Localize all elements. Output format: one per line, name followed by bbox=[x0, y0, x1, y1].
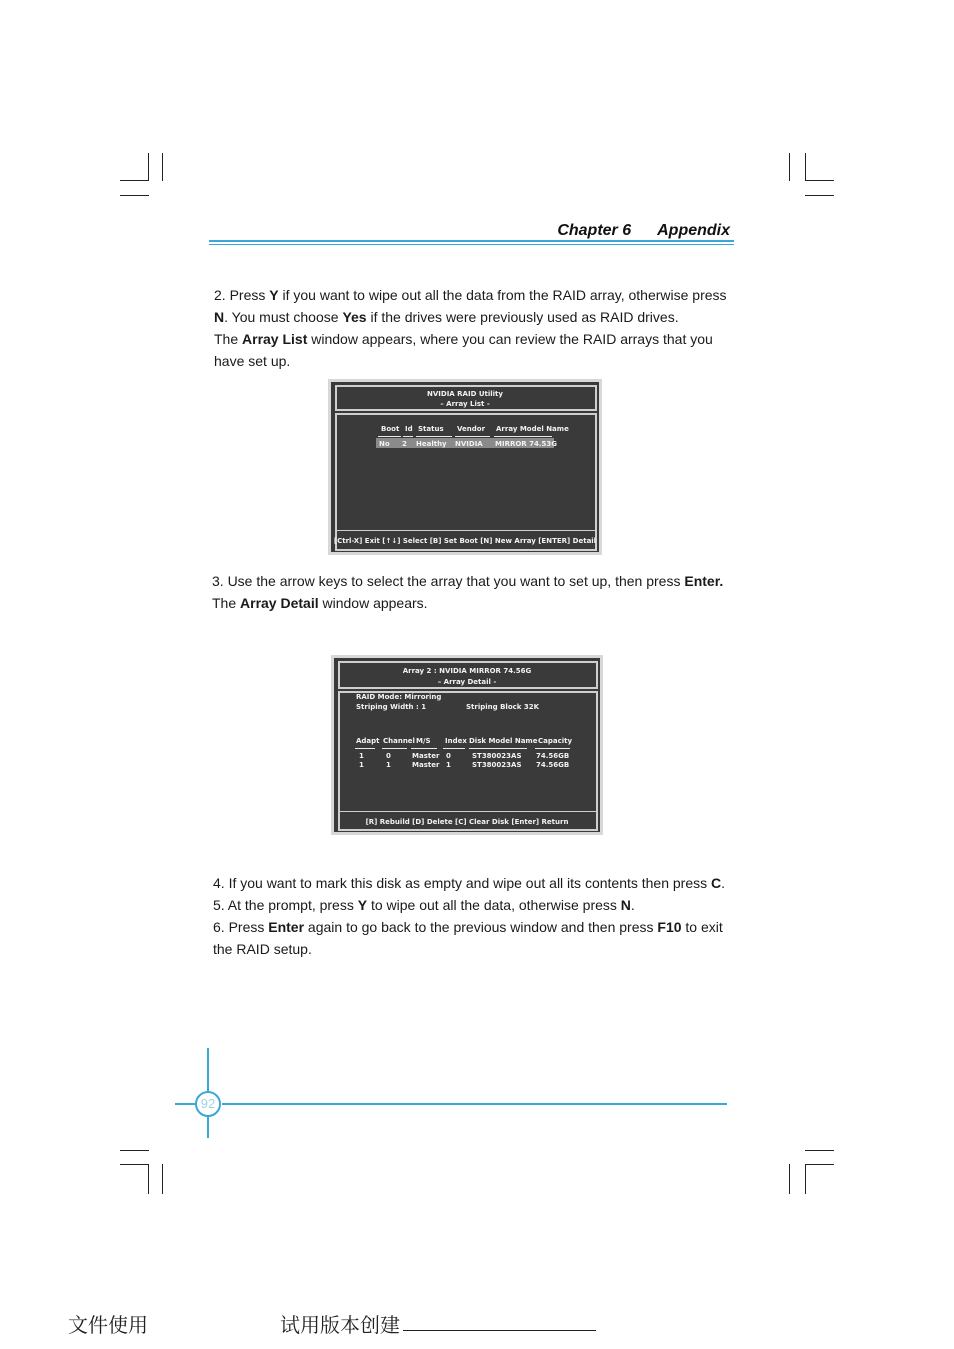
page-number: 92 bbox=[195, 1091, 221, 1117]
header-rule bbox=[209, 240, 734, 242]
cell-array-model-name: MIRROR 74.53G bbox=[495, 440, 558, 448]
header-underline bbox=[535, 748, 570, 749]
step-2-paragraph: 2. Press Y if you want to wipe out all the data from the RAID array, otherwise press N. You must choose Yes if the drives were previously used as RAID drives. The Array List window appears, where you can review the RAID arrays that you have set up. bbox=[214, 287, 727, 369]
screen-title: NVIDIA RAID Utility bbox=[427, 390, 503, 398]
raid-mode: RAID Mode: Mirroring bbox=[356, 693, 442, 701]
cell-adapt: 1 bbox=[359, 761, 364, 769]
cell-ms: Master bbox=[412, 761, 440, 769]
steps-4-6-paragraph: 4. If you want to mark this disk as empty and wipe out all its contents then press C. 5. At the prompt, press Y to wipe out all the data, otherwise press N. 6. Press Enter again to go back to the previous window and then press F10 to exit the RAID setup. bbox=[213, 875, 726, 957]
col-status: Status bbox=[418, 425, 444, 433]
key-help-bar: [R] Rebuild [D] Delete [C] Clear Disk [Enter] Return bbox=[365, 818, 569, 826]
cell-id: 2 bbox=[402, 440, 407, 448]
section-label: Appendix bbox=[657, 222, 730, 239]
watermark-underline bbox=[403, 1330, 596, 1331]
col-index: Index bbox=[445, 737, 467, 745]
header-underline bbox=[455, 436, 490, 437]
crop-mark bbox=[805, 180, 834, 181]
cell-capacity: 74.56GB bbox=[536, 761, 570, 769]
header-underline bbox=[382, 748, 407, 749]
crop-mark bbox=[805, 195, 834, 196]
col-id: Id bbox=[405, 425, 413, 433]
striping-block: Striping Block 32K bbox=[466, 703, 540, 711]
footer-rule bbox=[222, 1103, 727, 1105]
watermark-left: 文件使用 bbox=[68, 1313, 148, 1337]
crop-mark bbox=[162, 153, 163, 181]
header-underline bbox=[403, 436, 413, 437]
screen-title: Array 2 : NVIDIA MIRROR 74.56G bbox=[402, 667, 532, 675]
crop-mark bbox=[789, 153, 790, 181]
page-header bbox=[557, 222, 730, 240]
crop-mark bbox=[805, 1164, 834, 1165]
crop-mark bbox=[120, 1150, 149, 1151]
header-underline bbox=[411, 748, 437, 749]
screen-subtitle: – Array Detail - bbox=[437, 678, 497, 686]
col-vendor: Vendor bbox=[457, 425, 486, 433]
footer-divider bbox=[339, 811, 597, 812]
cell-status: Healthy bbox=[416, 440, 447, 448]
header-underline bbox=[416, 436, 452, 437]
col-array-model-name: Array Model Name bbox=[496, 425, 569, 433]
cell-channel: 0 bbox=[386, 752, 391, 760]
header-underline bbox=[494, 436, 552, 437]
col-disk-model-name: Disk Model Name bbox=[469, 737, 538, 745]
watermark-right: 试用版本创建 bbox=[280, 1313, 400, 1337]
screen-subtitle: – Array List - bbox=[440, 400, 490, 408]
array-list-screenshot bbox=[328, 379, 602, 555]
page-marker-line-left bbox=[175, 1103, 197, 1105]
crop-mark bbox=[805, 153, 806, 181]
cell-disk-model-name: ST380023AS bbox=[472, 761, 522, 769]
cell-adapt: 1 bbox=[359, 752, 364, 760]
col-ms: M/S bbox=[416, 737, 431, 745]
cell-ms: Master bbox=[412, 752, 440, 760]
header-underline bbox=[378, 436, 401, 437]
col-channel: Channel bbox=[383, 737, 415, 745]
key-help-bar: [Ctrl-X] Exit [↑↓] Select [B] Set Boot [N] New Array [ENTER] Detail bbox=[333, 537, 597, 545]
cell-index: 1 bbox=[446, 761, 451, 769]
array-detail-screenshot bbox=[331, 655, 603, 835]
crop-mark bbox=[805, 1164, 806, 1194]
crop-mark bbox=[120, 1164, 149, 1165]
cell-capacity: 74.56GB bbox=[536, 752, 570, 760]
cell-channel: 1 bbox=[386, 761, 391, 769]
cell-vendor: NVIDIA bbox=[455, 440, 483, 448]
crop-mark bbox=[805, 1150, 834, 1151]
step-3-paragraph: 3. Use the arrow keys to select the array that you want to set up, then press Enter. The Array Detail window appears. bbox=[212, 573, 724, 611]
striping-width: Striping Width : 1 bbox=[356, 703, 427, 711]
cell-index: 0 bbox=[446, 752, 451, 760]
chapter-label: Chapter 6 bbox=[557, 222, 632, 239]
header-rule-thin bbox=[209, 244, 734, 245]
cell-disk-model-name: ST380023AS bbox=[472, 752, 522, 760]
col-capacity: Capacity bbox=[538, 737, 573, 745]
header-underline bbox=[443, 748, 465, 749]
header-underline bbox=[355, 748, 375, 749]
crop-mark bbox=[120, 195, 149, 196]
crop-mark bbox=[148, 153, 149, 181]
footer-divider bbox=[336, 530, 596, 531]
cell-boot: No bbox=[379, 440, 390, 448]
crop-mark bbox=[120, 180, 149, 181]
crop-mark bbox=[148, 1164, 149, 1194]
col-boot: Boot bbox=[381, 425, 400, 433]
col-adapt: Adapt bbox=[356, 737, 380, 745]
crop-mark bbox=[162, 1164, 163, 1194]
crop-mark bbox=[789, 1164, 790, 1194]
header-underline bbox=[469, 748, 527, 749]
